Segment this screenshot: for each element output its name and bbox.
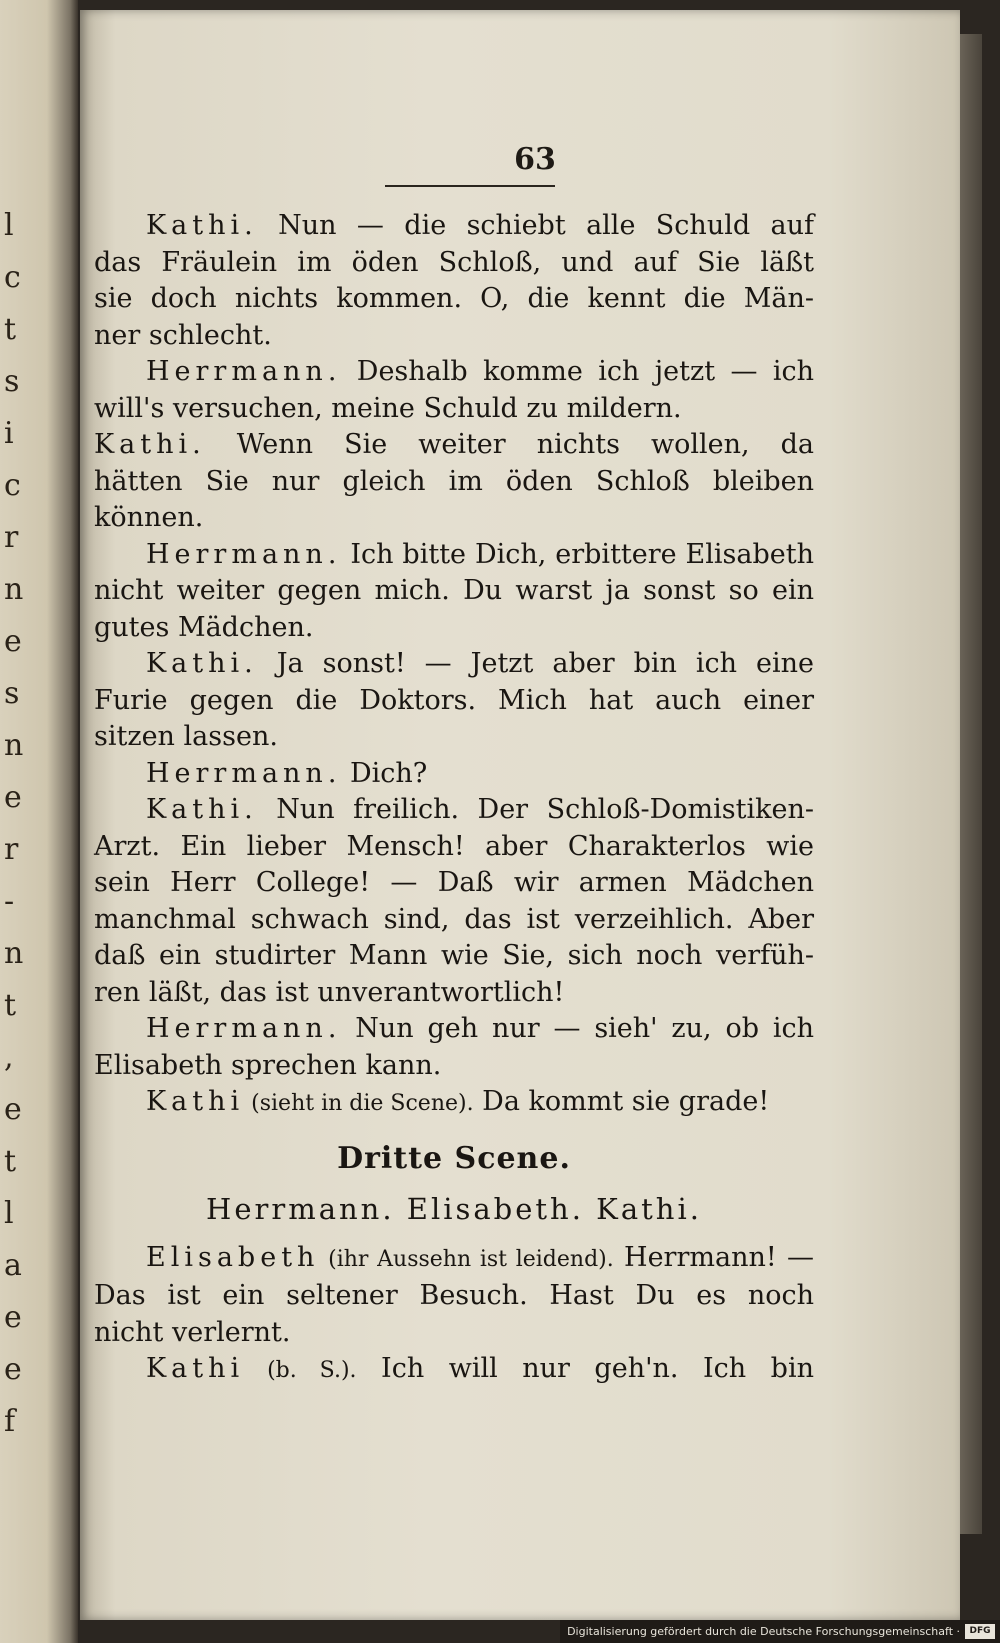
facing-page-glyph: n (4, 728, 24, 763)
facing-page-glyph: l (4, 208, 14, 243)
facing-page-glyph: - (4, 884, 15, 919)
text-line (94, 1084, 814, 1123)
text-line (94, 938, 814, 975)
facing-page-glyph: , (4, 1040, 14, 1075)
facing-page-glyph: r (4, 520, 19, 555)
text-line (94, 1315, 814, 1352)
facing-page-glyph: t (4, 312, 17, 347)
facing-page-glyph: s (4, 364, 20, 399)
facing-page-glyph: l (4, 1196, 14, 1231)
text-line (94, 865, 814, 902)
text-line (94, 792, 814, 829)
facing-page-glyph: t (4, 988, 17, 1023)
line-text: Wenn Sie weiter nichts wollen, da (205, 429, 814, 460)
line-text: sitzen lassen. (94, 721, 278, 752)
text-line (94, 427, 814, 464)
facing-page-edge (0, 0, 78, 1643)
line-text: Arzt. Ein lieber Mensch! aber Charakterlos wie (94, 830, 814, 862)
text-line (94, 975, 814, 1012)
line-text: Nun geh nur — sieh' zu, ob ich (341, 1013, 814, 1044)
digitization-credit: Digitalisierung gefördert durch die Deutsche Forschungsgemeinschaft · (560, 1620, 1000, 1643)
speaker-name: Kathi. (94, 429, 206, 460)
line-text: nicht verlernt. (94, 1316, 291, 1348)
facing-page-glyph: e (4, 1300, 22, 1335)
page-number: 63 (514, 142, 556, 177)
text-line (94, 902, 814, 939)
speaker-name: Herrmann. (146, 538, 342, 570)
text-line (94, 1278, 814, 1315)
line-text: Nun freilich. Der Schloß-Domistiken- (257, 794, 814, 825)
text-line (94, 391, 814, 428)
line-text: Furie gegen die Doktors. Mich hat auch einer (94, 684, 814, 716)
speaker-name: Kathi (146, 1353, 245, 1384)
line-text: nicht weiter gegen mich. Du warst ja sonst so ein (94, 575, 814, 606)
line-text: Dich? (341, 757, 428, 789)
speaker-name: Elisabeth (146, 1241, 320, 1273)
book-cover-edge (958, 34, 982, 1534)
line-text: das Fräulein im öden Schloß, und auf Sie läßt (94, 246, 814, 278)
line-text: hätten Sie nur gleich im öden Schloß bleiben (94, 465, 814, 497)
line-text: ner schlecht. (94, 319, 272, 351)
text-line (94, 208, 814, 245)
text-line (94, 1011, 814, 1048)
text-line (94, 1240, 814, 1279)
facing-page-glyph: e (4, 1352, 22, 1387)
text-line (94, 281, 814, 318)
text-line (94, 756, 814, 793)
stage-direction: (b. S.). (244, 1358, 357, 1383)
speaker-name: Herrmann. (146, 757, 342, 789)
line-text: Das ist ein seltener Besuch. Hast Du es noch (94, 1280, 814, 1311)
speaker-name: Herrmann. (146, 1013, 342, 1044)
facing-page-glyph: c (4, 468, 21, 503)
text-line (94, 683, 814, 720)
line-text: gutes Mädchen. (94, 611, 314, 643)
text-line (94, 354, 814, 391)
line-text: manchmal schwach sind, das ist verzeihlich. Aber (94, 903, 814, 935)
text-line (94, 537, 814, 574)
text-line (94, 719, 814, 756)
text-line (94, 573, 814, 610)
facing-page-glyph: e (4, 780, 22, 815)
line-text: Deshalb komme ich jetzt — ich (341, 356, 814, 387)
line-text: sein Herr College! — Daß wir armen Mädchen (94, 867, 814, 898)
facing-page-glyph: t (4, 1144, 17, 1179)
line-text: ren läßt, das ist unverantwortlich! (94, 976, 565, 1008)
line-text: Ich will nur geh'n. Ich bin (356, 1353, 814, 1384)
text-line (94, 610, 814, 647)
facing-page-glyph: i (4, 416, 14, 451)
line-text: können. (94, 502, 204, 533)
facing-page-glyph: c (4, 260, 21, 295)
text-line (94, 1351, 814, 1390)
text-line (94, 829, 814, 866)
text-line (94, 500, 814, 537)
dfg-logo: DFG (965, 1624, 995, 1639)
facing-page-glyph: e (4, 1092, 22, 1127)
line-text: Herrmann! — (613, 1241, 814, 1273)
scene-heading: Dritte Scene. (337, 1140, 571, 1176)
facing-page-text (4, 200, 24, 1448)
speaker-name: Herrmann. (146, 356, 342, 387)
facing-page-glyph: n (4, 936, 24, 971)
stage-direction: (ihr Aussehn ist leidend). (319, 1246, 614, 1272)
text-line (94, 245, 814, 282)
text-line (94, 1048, 814, 1085)
line-text: Nun — die schiebt alle Schuld auf (257, 210, 814, 241)
facing-page-glyph: n (4, 572, 24, 607)
line-text: Elisabeth sprechen kann. (94, 1049, 442, 1081)
stage-direction: (sieht in die Scene). (244, 1091, 474, 1116)
line-text: sie doch nichts kommen. O, die kennt die Män- (94, 283, 814, 314)
line-text: Da kommt sie grade! (473, 1086, 770, 1117)
page-number-rule (385, 185, 555, 187)
facing-page-glyph: r (4, 832, 19, 867)
speaker-name: Kathi. (146, 648, 258, 679)
text-line (94, 318, 814, 355)
text-line (94, 464, 814, 501)
speaker-name: Kathi (146, 1086, 245, 1117)
scene-persons: Herrmann. Elisabeth. Kathi. (206, 1192, 702, 1226)
facing-page-glyph: f (4, 1404, 16, 1439)
facing-page-glyph: e (4, 624, 22, 659)
line-text: Ja sonst! — Jetzt aber bin ich eine (257, 648, 814, 679)
facing-page-glyph: a (4, 1248, 22, 1283)
speaker-name: Kathi. (146, 210, 258, 241)
text-line (94, 646, 814, 683)
facing-page-glyph: s (4, 676, 20, 711)
line-text: will's versuchen, meine Schuld zu mildern. (94, 392, 682, 424)
line-text: daß ein studirter Mann wie Sie, sich noch verfüh- (94, 940, 814, 971)
page-text (94, 208, 814, 1390)
book-page (80, 10, 960, 1620)
speaker-name: Kathi. (146, 794, 258, 825)
line-text: Ich bitte Dich, erbittere Elisabeth (341, 538, 814, 570)
